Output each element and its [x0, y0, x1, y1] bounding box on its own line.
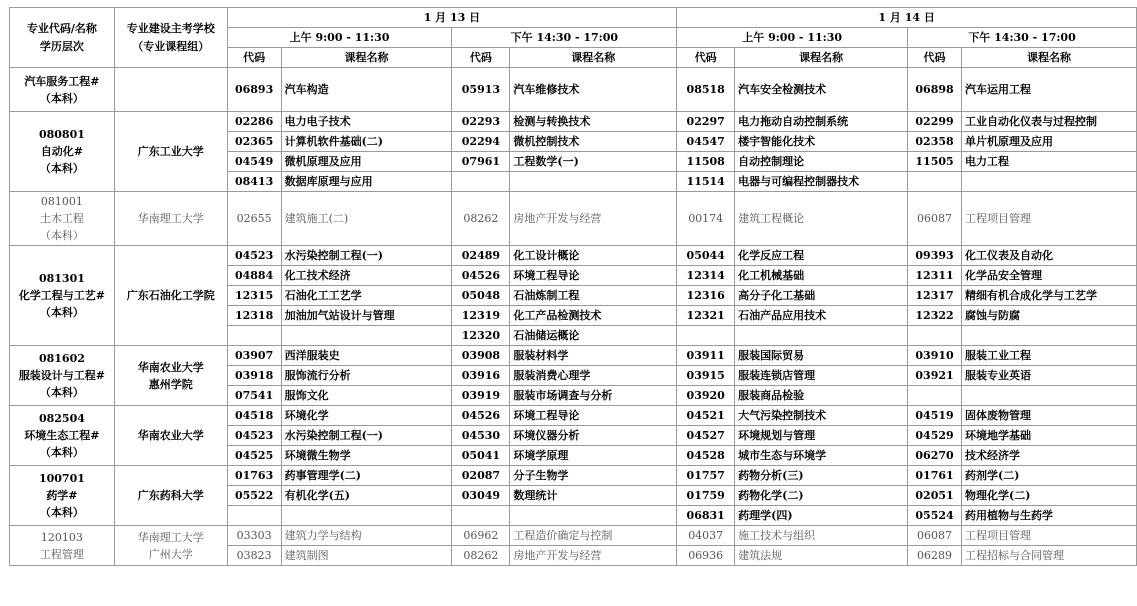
school-cell	[114, 112, 227, 192]
course-code: 11514	[677, 172, 735, 192]
header-session: 下午 14:30 - 17:00	[452, 28, 677, 48]
school-line: 华南理工大学	[137, 530, 204, 544]
course-name: 化工技术经济	[281, 266, 452, 286]
course-name: 药用植物与生药学	[962, 506, 1137, 526]
course-name: 施工技术与组织	[735, 526, 908, 546]
course-name: 药理学(四)	[735, 506, 908, 526]
course-name: 电力拖动自动控制系统	[735, 112, 908, 132]
course-name: 石油储运概论	[510, 326, 677, 346]
course-name: 化工产品检测技术	[510, 306, 677, 326]
header-code: 代码	[677, 48, 735, 68]
header-course: 课程名称	[281, 48, 452, 68]
course-code: 04523	[227, 246, 281, 266]
course-code: 05913	[452, 68, 510, 112]
school-cell	[114, 192, 227, 246]
header-day-2: 1 月 14 日	[677, 8, 1137, 28]
course-name	[281, 506, 452, 526]
course-name: 工程招标与合同管理	[962, 546, 1137, 566]
course-code: 11505	[908, 152, 962, 172]
program-cell	[10, 346, 115, 406]
course-name: 电器与可编程控制器技术	[735, 172, 908, 192]
program-line: 082504	[38, 412, 85, 425]
course-code: 04518	[227, 406, 281, 426]
course-code: 12321	[677, 306, 735, 326]
program-line: 工程管理	[39, 547, 84, 561]
program-cell	[10, 246, 115, 346]
course-name: 固体废物管理	[962, 406, 1137, 426]
course-code: 12318	[227, 306, 281, 326]
course-name: 单片机原理及应用	[962, 132, 1137, 152]
course-name: 药剂学(二)	[962, 466, 1137, 486]
course-code: 06289	[908, 546, 962, 566]
course-name	[735, 326, 908, 346]
school-cell	[114, 246, 227, 346]
program-cell	[10, 466, 115, 526]
course-code: 03908	[452, 346, 510, 366]
course-code: 04525	[227, 446, 281, 466]
course-code: 02655	[227, 192, 281, 246]
course-code: 02358	[908, 132, 962, 152]
program-line: （本科）	[39, 446, 84, 459]
program-line: 药学#	[46, 489, 78, 502]
course-code: 03910	[908, 346, 962, 366]
course-name: 服装材料学	[510, 346, 677, 366]
course-code: 03907	[227, 346, 281, 366]
course-name: 数理统计	[510, 486, 677, 506]
program-line: 081301	[38, 272, 85, 285]
course-code	[908, 386, 962, 406]
course-name: 环境规划与管理	[735, 426, 908, 446]
program-line: 服装设计与工程#	[18, 369, 106, 382]
course-code: 01759	[677, 486, 735, 506]
course-code	[452, 506, 510, 526]
school-cell	[114, 68, 227, 112]
course-code: 12316	[677, 286, 735, 306]
course-code: 01761	[908, 466, 962, 486]
course-name: 服装连锁店管理	[735, 366, 908, 386]
course-name: 化工设计概论	[510, 246, 677, 266]
course-code: 03918	[227, 366, 281, 386]
course-code: 02293	[452, 112, 510, 132]
course-code: 03049	[452, 486, 510, 506]
course-code: 11508	[677, 152, 735, 172]
course-code: 04519	[908, 406, 962, 426]
course-name: 汽车运用工程	[962, 68, 1137, 112]
course-code	[227, 326, 281, 346]
course-name: 服装商品检验	[735, 386, 908, 406]
course-name: 化学反应工程	[735, 246, 908, 266]
course-name: 环境地学基础	[962, 426, 1137, 446]
school-line: 惠州学院	[148, 377, 193, 391]
course-code: 05048	[452, 286, 510, 306]
program-line: 120103	[40, 530, 83, 544]
school-line: 华南理工大学	[137, 212, 204, 225]
course-code: 06936	[677, 546, 735, 566]
course-code: 04037	[677, 526, 735, 546]
header-school-line: 专业建设主考学校	[126, 21, 215, 35]
course-code: 04528	[677, 446, 735, 466]
course-code: 03921	[908, 366, 962, 386]
course-code: 01763	[227, 466, 281, 486]
course-code: 06893	[227, 68, 281, 112]
course-name: 西洋服装史	[281, 346, 452, 366]
course-name: 环境仪器分析	[510, 426, 677, 446]
course-code: 06087	[908, 526, 962, 546]
course-name: 工程项目管理	[962, 192, 1137, 246]
course-code: 06270	[908, 446, 962, 466]
header-code: 代码	[227, 48, 281, 68]
course-code: 03303	[227, 526, 281, 546]
course-name	[510, 172, 677, 192]
course-name	[962, 172, 1137, 192]
header-school	[114, 8, 227, 68]
course-name: 药物分析(三)	[735, 466, 908, 486]
header-program-line: 学历层次	[39, 39, 84, 53]
header-day-1: 1 月 13 日	[227, 8, 677, 28]
course-code: 04547	[677, 132, 735, 152]
table-row	[10, 346, 1137, 366]
course-name: 工程项目管理	[962, 526, 1137, 546]
course-code: 03911	[677, 346, 735, 366]
header-code: 代码	[908, 48, 962, 68]
course-name: 有机化学(五)	[281, 486, 452, 506]
program-cell	[10, 68, 115, 112]
school-line: 广东药科大学	[137, 489, 204, 502]
header-program	[10, 8, 115, 68]
program-line: （本科）	[39, 162, 84, 175]
course-name: 分子生物学	[510, 466, 677, 486]
course-name: 石油炼制工程	[510, 286, 677, 306]
course-code: 04549	[227, 152, 281, 172]
course-code: 06962	[452, 526, 510, 546]
course-name: 汽车安全检测技术	[735, 68, 908, 112]
program-line: （本科）	[39, 506, 84, 519]
table-row	[10, 466, 1137, 486]
course-name: 水污染控制工程(一)	[281, 426, 452, 446]
course-name: 服装消费心理学	[510, 366, 677, 386]
header-session: 上午 9:00 - 11:30	[677, 28, 908, 48]
course-name	[962, 386, 1137, 406]
course-name: 建筑力学与结构	[281, 526, 452, 546]
course-name: 环境化学	[281, 406, 452, 426]
course-code: 05522	[227, 486, 281, 506]
course-code: 08262	[452, 546, 510, 566]
course-code: 03823	[227, 546, 281, 566]
table-row	[10, 68, 1137, 112]
program-line: （本科）	[39, 386, 84, 399]
course-code	[677, 326, 735, 346]
school-line: 华南农业大学	[137, 360, 204, 374]
header-course: 课程名称	[735, 48, 908, 68]
school-line: 广东工业大学	[137, 145, 204, 158]
program-line: 化学工程与工艺#	[18, 289, 106, 302]
course-code: 00174	[677, 192, 735, 246]
course-code	[452, 172, 510, 192]
header-school-line: （专业课程组）	[132, 39, 210, 53]
course-code: 02087	[452, 466, 510, 486]
course-code: 04530	[452, 426, 510, 446]
course-name: 高分子化工基础	[735, 286, 908, 306]
course-code: 02051	[908, 486, 962, 506]
course-code: 04526	[452, 406, 510, 426]
school-line: 广州大学	[148, 547, 193, 561]
course-code: 07961	[452, 152, 510, 172]
course-name	[510, 506, 677, 526]
header-session: 下午 14:30 - 17:00	[908, 28, 1137, 48]
course-code: 02294	[452, 132, 510, 152]
program-line: 土木工程	[39, 212, 84, 225]
course-code: 05044	[677, 246, 735, 266]
course-code: 04527	[677, 426, 735, 446]
course-code: 08518	[677, 68, 735, 112]
course-name: 水污染控制工程(一)	[281, 246, 452, 266]
course-name: 工业自动化仪表与过程控制	[962, 112, 1137, 132]
school-line: 华南农业大学	[137, 429, 204, 442]
course-name: 微机原理及应用	[281, 152, 452, 172]
course-name: 服装工业工程	[962, 346, 1137, 366]
course-name: 电力电子技术	[281, 112, 452, 132]
program-line: 自动化#	[40, 145, 84, 158]
course-name: 腐蚀与防腐	[962, 306, 1137, 326]
course-code: 09393	[908, 246, 962, 266]
course-code: 12322	[908, 306, 962, 326]
program-line: 汽车服务工程#	[24, 74, 100, 88]
table-row	[10, 526, 1137, 546]
course-code: 03919	[452, 386, 510, 406]
course-code	[227, 506, 281, 526]
course-name: 数据库原理与应用	[281, 172, 452, 192]
program-line: 环境生态工程#	[24, 429, 100, 442]
course-name: 服饰文化	[281, 386, 452, 406]
table-row	[10, 192, 1137, 246]
course-name: 环境学原理	[510, 446, 677, 466]
program-line: 081001	[40, 195, 83, 208]
course-code: 02286	[227, 112, 281, 132]
course-name: 环境工程导论	[510, 266, 677, 286]
course-code: 12319	[452, 306, 510, 326]
course-code: 04521	[677, 406, 735, 426]
course-code: 02299	[908, 112, 962, 132]
course-code: 02297	[677, 112, 735, 132]
course-code: 04523	[227, 426, 281, 446]
course-code: 04884	[227, 266, 281, 286]
course-name	[281, 326, 452, 346]
course-code: 12317	[908, 286, 962, 306]
course-code: 03916	[452, 366, 510, 386]
course-name: 石油产品应用技术	[735, 306, 908, 326]
course-code: 12314	[677, 266, 735, 286]
program-line: （本科）	[39, 91, 84, 105]
schedule-body	[10, 68, 1137, 566]
course-name: 工程造价确定与控制	[510, 526, 677, 546]
course-name: 工程数学(一)	[510, 152, 677, 172]
course-name: 石油化工工艺学	[281, 286, 452, 306]
course-name: 建筑制图	[281, 546, 452, 566]
course-name: 服装市场调查与分析	[510, 386, 677, 406]
program-line: 100701	[38, 472, 85, 485]
course-name: 环境工程导论	[510, 406, 677, 426]
course-code	[908, 172, 962, 192]
program-line: 081602	[38, 352, 85, 365]
course-name: 计算机软件基础(二)	[281, 132, 452, 152]
course-name: 环境微生物学	[281, 446, 452, 466]
course-code: 08262	[452, 192, 510, 246]
course-name: 化工仪表及自动化	[962, 246, 1137, 266]
course-name: 精细有机合成化学与工艺学	[962, 286, 1137, 306]
school-cell	[114, 526, 227, 566]
table-header	[10, 8, 1137, 68]
program-line: 080801	[38, 128, 85, 141]
program-cell	[10, 526, 115, 566]
course-code: 08413	[227, 172, 281, 192]
program-line: （本科）	[39, 229, 84, 242]
course-name: 物理化学(二)	[962, 486, 1137, 506]
program-cell	[10, 112, 115, 192]
course-code: 02365	[227, 132, 281, 152]
course-name: 服装专业英语	[962, 366, 1137, 386]
course-name: 化工机械基础	[735, 266, 908, 286]
course-name: 建筑法规	[735, 546, 908, 566]
course-code: 06831	[677, 506, 735, 526]
course-name: 大气污染控制技术	[735, 406, 908, 426]
course-code: 04529	[908, 426, 962, 446]
course-code: 06898	[908, 68, 962, 112]
table-row	[10, 406, 1137, 426]
exam-schedule-table	[9, 7, 1137, 566]
course-code: 05041	[452, 446, 510, 466]
course-code: 12311	[908, 266, 962, 286]
header-course: 课程名称	[510, 48, 677, 68]
course-name: 服装国际贸易	[735, 346, 908, 366]
header-program-line: 专业代码/名称	[26, 21, 97, 35]
program-line: （本科）	[39, 306, 84, 319]
course-code: 07541	[227, 386, 281, 406]
course-name: 电力工程	[962, 152, 1137, 172]
course-name: 化学品安全管理	[962, 266, 1137, 286]
course-name: 楼宇智能化技术	[735, 132, 908, 152]
course-name: 自动控制理论	[735, 152, 908, 172]
course-name: 加油加气站设计与管理	[281, 306, 452, 326]
table-row	[10, 246, 1137, 266]
course-code: 04526	[452, 266, 510, 286]
course-code: 01757	[677, 466, 735, 486]
course-name: 汽车构造	[281, 68, 452, 112]
course-code: 12320	[452, 326, 510, 346]
header-course: 课程名称	[962, 48, 1137, 68]
school-cell	[114, 466, 227, 526]
course-name: 微机控制技术	[510, 132, 677, 152]
course-name: 房地产开发与经营	[510, 192, 677, 246]
program-cell	[10, 192, 115, 246]
course-code: 03915	[677, 366, 735, 386]
course-name: 技术经济学	[962, 446, 1137, 466]
course-name: 房地产开发与经营	[510, 546, 677, 566]
program-cell	[10, 406, 115, 466]
school-line: 广东石油化工学院	[126, 289, 215, 302]
course-code: 05524	[908, 506, 962, 526]
course-name: 检测与转换技术	[510, 112, 677, 132]
course-code	[908, 326, 962, 346]
course-code: 02489	[452, 246, 510, 266]
course-name: 汽车维修技术	[510, 68, 677, 112]
school-cell	[114, 406, 227, 466]
course-name	[962, 326, 1137, 346]
course-name: 建筑工程概论	[735, 192, 908, 246]
course-name: 城市生态与环境学	[735, 446, 908, 466]
course-code: 12315	[227, 286, 281, 306]
course-code: 03920	[677, 386, 735, 406]
school-cell	[114, 346, 227, 406]
header-session: 上午 9:00 - 11:30	[227, 28, 452, 48]
course-name: 服饰流行分析	[281, 366, 452, 386]
course-name: 建筑施工(二)	[281, 192, 452, 246]
course-code: 06087	[908, 192, 962, 246]
course-name: 药物化学(二)	[735, 486, 908, 506]
header-code: 代码	[452, 48, 510, 68]
table-row	[10, 112, 1137, 132]
course-name: 药事管理学(二)	[281, 466, 452, 486]
